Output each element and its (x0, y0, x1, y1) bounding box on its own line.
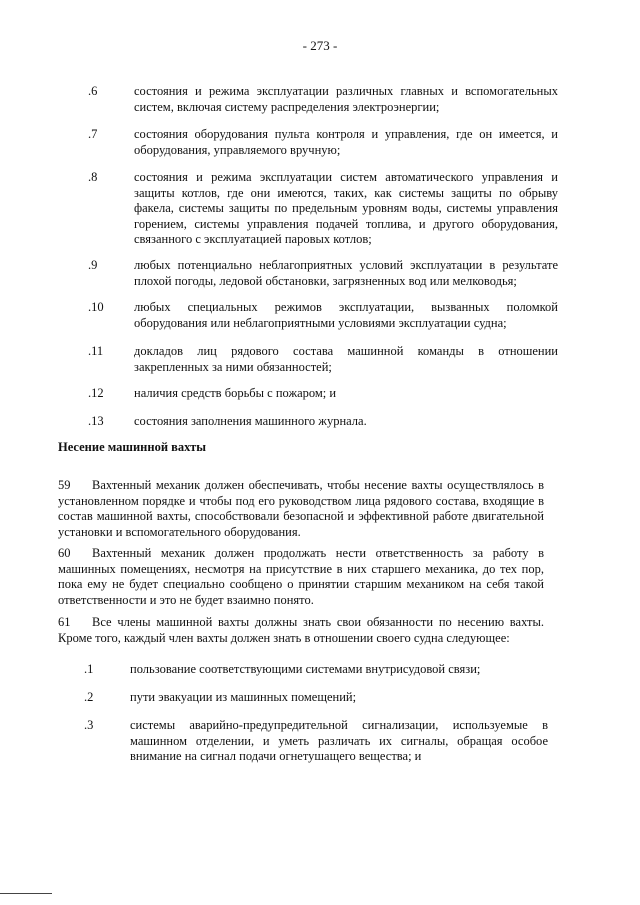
list-item (88, 414, 558, 430)
paragraph-text: Все члены машинной вахты должны знать свои обязанности по несению вахты. Кроме того, каждый член вахты должен знать в отношении своего судна следующее: (58, 615, 544, 645)
list-item-text: докладов лиц рядового состава машинной команды в отношении закрепленных за ними обязанностей; (134, 344, 558, 374)
paragraph (58, 546, 544, 608)
list-item (88, 84, 558, 115)
paragraph-text: Вахтенный механик должен продолжать нести ответственность за работу в машинных помещениях, несмотря на присутствие в них старшего механика, до тех пор, пока ему не будет специально сообщено о принятии старшим механиком на себя такой ответственности и это не будет взаимно понято. (58, 546, 544, 607)
list-item-text: состояния оборудования пульта контроля и управления, где он имеется, и оборудования, управляемого вручную; (134, 127, 558, 157)
list-item-text: состояния заполнения машинного журнала. (134, 414, 367, 428)
list-item-text: пользование соответствующими системами внутрисудовой связи; (130, 662, 481, 676)
paragraph-number: 61 (58, 615, 71, 629)
list-item-number: .11 (88, 344, 104, 358)
paragraph-number: 59 (58, 478, 71, 492)
list-item-text: состояния и режима эксплуатации различных главных и вспомогательных систем, включая систему распределения электроэнергии; (134, 84, 558, 114)
list-item-text: системы аварийно-предупредительной сигнализации, используемые в машинном отделении, и уметь различать их сигналы, обращая особое внимание на сигнал подачи огнетушащего вещества; и (130, 718, 548, 763)
paragraph (58, 615, 544, 646)
list-item (88, 344, 558, 375)
list-item-number: .12 (88, 386, 104, 400)
list-item-number: .6 (88, 84, 98, 98)
list-item-text: пути эвакуации из машинных помещений; (130, 690, 357, 704)
list-item-number: .9 (88, 258, 98, 272)
page-number: - 273 - (302, 38, 338, 53)
list-item (84, 690, 548, 706)
list-item-number: .2 (84, 690, 94, 704)
list-item (88, 258, 558, 289)
list-item-text: состояния и режима эксплуатации систем автоматического управления и защиты котлов, где они имеются, таких, как системы защиты по обрыву факела, системы защиты по предельным уровням воды, системы управления горением, системы управления подачей топлива, и другого оборудования, связанного с эксплуатацией паровых котлов; (134, 170, 558, 246)
list-item-text: любых потенциально неблагоприятных условий эксплуатации в результате плохой погоды, ледовой обстановки, загрязненных вод или мелководья; (134, 258, 558, 288)
list-item (84, 662, 548, 678)
list-item-text: наличия средств борьбы с пожаром; и (134, 386, 337, 400)
list-item (88, 170, 558, 248)
paragraph (58, 478, 544, 540)
list-item (84, 718, 548, 765)
list-item-number: .1 (84, 662, 94, 676)
footer-rule (0, 893, 52, 894)
list-item-number: .8 (88, 170, 98, 184)
list-item (88, 386, 558, 402)
list-item (88, 300, 558, 331)
paragraph-text: Вахтенный механик должен обеспечивать, чтобы несение вахты осуществлялось в установленном порядке и чтобы под его руководством лица рядового состава, входящие в состав машинной вахты, способствовали безопасной и эффективной работе двигательной установки и вспомогательного оборудования. (58, 478, 544, 539)
paragraph-number: 60 (58, 546, 71, 560)
list-item-number: .10 (88, 300, 104, 314)
section-heading: Несение машинной вахты (58, 440, 207, 454)
list-item-number: .7 (88, 127, 98, 141)
list-item-number: .3 (84, 718, 94, 732)
list-item-text: любых специальных режимов эксплуатации, вызванных поломкой оборудования или неблагоприятными условиями эксплуатации судна; (134, 300, 558, 330)
list-item (88, 127, 558, 158)
list-item-number: .13 (88, 414, 104, 428)
